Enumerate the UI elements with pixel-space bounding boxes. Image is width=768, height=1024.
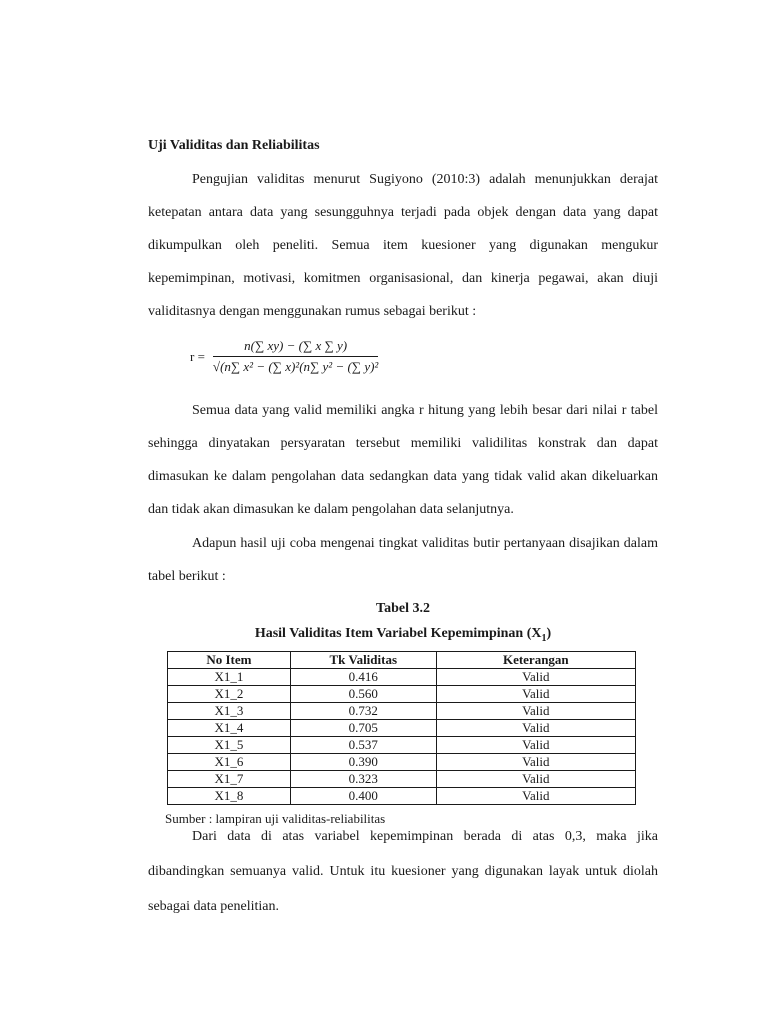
- cell-validity: 0.560: [290, 686, 436, 703]
- formula-numerator: n(∑ xy) − (∑ x ∑ y): [244, 338, 348, 353]
- table-row: [168, 737, 636, 754]
- table-row: [168, 669, 636, 686]
- cell-validity: 0.416: [290, 669, 436, 686]
- paragraph-conclusion: Dari data di atas variabel kepemimpinan berada di atas 0,3, maka jika dibandingkan semuanya valid. Untuk itu kuesioner yang digunakan layak untuk diolah sebagai data penelitian.: [148, 829, 658, 914]
- table-header-row: [168, 652, 636, 669]
- table-row: [168, 754, 636, 771]
- cell-validity: 0.390: [290, 754, 436, 771]
- cell-validity: 0.323: [290, 771, 436, 788]
- cell-item: X1_7: [168, 771, 291, 788]
- cell-status: Valid: [436, 754, 635, 771]
- paragraph-valid-data: Semua data yang valid memiliki angka r hitung yang lebih besar dari nilai r tabel sehingga dinyatakan persyaratan tersebut memiliki validilitas konstrak dan dapat dimasukan ke dalam pengolahan data sedangkan data yang tidak valid akan dikeluarkan dan tidak akan dimasukan ke dalam pengolahan data selanjutnya.: [148, 403, 658, 517]
- cell-status: Valid: [436, 669, 635, 686]
- header-no-item: No Item: [168, 652, 291, 669]
- paragraph-table-intro: Adapun hasil uji coba mengenai tingkat validitas butir pertanyaan disajikan dalam tabel berikut :: [148, 536, 658, 584]
- table-number: Tabel 3.2: [376, 601, 430, 616]
- cell-status: Valid: [436, 788, 635, 805]
- table-row: [168, 686, 636, 703]
- cell-status: Valid: [436, 686, 635, 703]
- paragraph-validity-definition: Pengujian validitas menurut Sugiyono (2010:3) adalah menunjukkan derajat ketepatan antara data yang sesungguhnya terjadi pada objek dengan data yang dapat dikumpulkan oleh peneliti. Semua item kuesioner yang digunakan mengukur kepemimpinan, motivasi, komitmen organisasional, dan kinerja pegawai, akan diuji validitasnya dengan menggunakan rumus sebagai berikut :: [148, 172, 658, 319]
- table-row: [168, 771, 636, 788]
- cell-validity: 0.732: [290, 703, 436, 720]
- formula-fraction: [213, 338, 378, 375]
- cell-status: Valid: [436, 771, 635, 788]
- formula-lhs: r =: [190, 348, 205, 364]
- correlation-formula: [190, 338, 378, 375]
- cell-item: X1_2: [168, 686, 291, 703]
- formula-denominator: (n∑ x² − (∑ x)²(n∑ y² − (∑ y)²: [220, 359, 379, 374]
- cell-item: X1_5: [168, 737, 291, 754]
- table-title-subscript: 1: [541, 632, 547, 644]
- cell-validity: 0.400: [290, 788, 436, 805]
- cell-item: X1_1: [168, 669, 291, 686]
- table-source: Sumber : lampiran uji validitas-reliabilitas: [165, 811, 386, 826]
- table-title-main: Hasil Validitas Item Variabel Kepemimpinan (X: [254, 626, 542, 641]
- cell-item: X1_4: [168, 720, 291, 737]
- table-row: [168, 720, 636, 737]
- cell-status: Valid: [436, 720, 635, 737]
- cell-status: Valid: [436, 737, 635, 754]
- table-title-end: ): [546, 626, 552, 641]
- cell-validity: 0.705: [290, 720, 436, 737]
- table-title: [148, 626, 658, 644]
- cell-validity: 0.537: [290, 737, 436, 754]
- header-tk-validitas: Tk Validitas: [290, 652, 436, 669]
- section-heading: Uji Validitas dan Reliabilitas: [148, 138, 320, 153]
- validity-table: [167, 651, 636, 805]
- cell-status: Valid: [436, 703, 635, 720]
- sqrt-icon: √: [212, 359, 221, 374]
- cell-item: X1_3: [168, 703, 291, 720]
- formula-denominator-wrap: [213, 357, 378, 375]
- cell-item: X1_6: [168, 754, 291, 771]
- table-row: [168, 703, 636, 720]
- table-row: [168, 788, 636, 805]
- cell-item: X1_8: [168, 788, 291, 805]
- header-keterangan: Keterangan: [436, 652, 635, 669]
